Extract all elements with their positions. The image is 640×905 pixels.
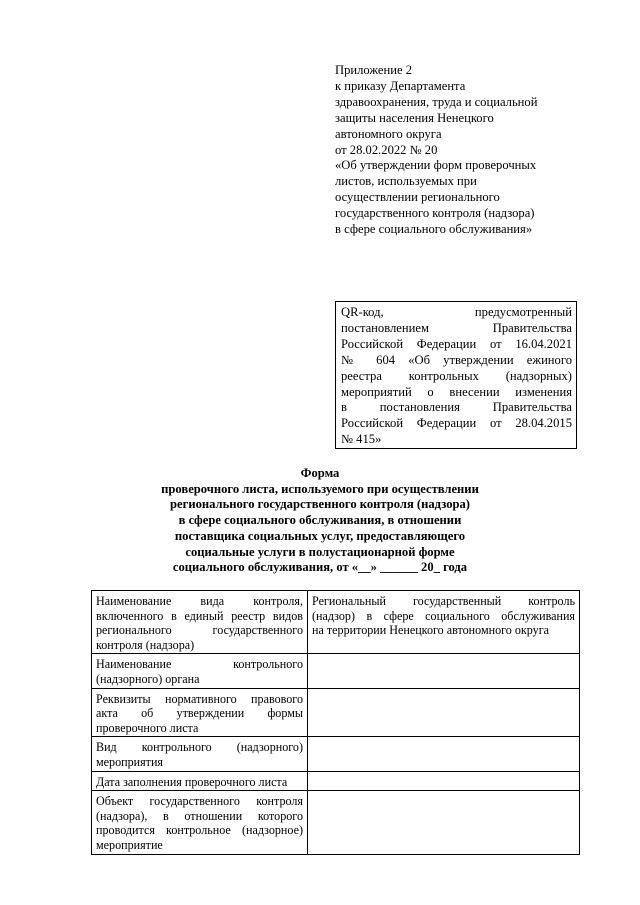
form-title-line: социальные услуги в полустационарной форме xyxy=(185,544,455,559)
qr-code-box xyxy=(335,301,577,449)
cell-line: акта об утверждении формы xyxy=(96,706,303,721)
appendix-line: от 28.02.2022 № 20 xyxy=(335,142,438,157)
row-value-cell[interactable] xyxy=(308,771,580,791)
qr-box-line: № 604 «Об утверждении ежиного xyxy=(341,352,572,367)
cell-line: регионального государственного xyxy=(96,623,303,638)
row-value-cell[interactable] xyxy=(308,791,580,854)
row-label-cell xyxy=(92,591,308,654)
appendix-line: осуществлении регионального xyxy=(335,190,500,205)
appendix-line: защиты населения Ненецкого xyxy=(335,110,494,125)
form-title-line: поставщика социальных услуг, предоставляющего xyxy=(174,528,466,543)
cell-line: Наименование контрольного xyxy=(96,657,303,672)
cell-line: контроля (надзора) xyxy=(96,637,195,652)
cell-line: Объект государственного контроля xyxy=(96,794,303,809)
qr-box-line: мероприятий о внесении изменения xyxy=(341,384,572,399)
qr-box-line: QR-код, предусмотренный xyxy=(341,305,572,319)
appendix-line: автономного округа xyxy=(335,126,442,141)
checklist-info-table xyxy=(91,590,580,855)
appendix-line: «Об утверждении форм проверочных xyxy=(335,158,537,173)
qr-box-line: Российской Федерации от 16.04.2021 xyxy=(341,336,572,351)
form-title-line: Форма xyxy=(300,466,340,480)
row-value-cell[interactable] xyxy=(308,654,580,688)
table-row xyxy=(92,688,580,737)
cell-line: проводится контрольное (надзорное) xyxy=(96,823,303,838)
table-row xyxy=(92,654,580,688)
appendix-line: государственного контроля (надзора) xyxy=(335,206,535,221)
cell-line: проверочного листа xyxy=(96,720,199,735)
row-label-cell xyxy=(92,771,308,791)
cell-line: Региональный государственный контроль xyxy=(312,594,575,608)
form-title-line: социального обслуживания, от «__» ______ 20_ года xyxy=(172,560,468,575)
qr-box-line: реестра контрольных (надзорных) xyxy=(341,368,572,383)
table-row xyxy=(92,737,580,771)
cell-line: включенного в единый реестр видов xyxy=(96,608,303,623)
cell-line: на территории Ненецкого автономного округа xyxy=(312,623,550,638)
cell-line: Реквизиты нормативного правового xyxy=(96,691,303,706)
appendix-line: листов, используемых при xyxy=(335,174,477,189)
appendix-line: в сфере социального обслуживания» xyxy=(335,222,533,237)
appendix-line: здравоохранения, труда и социальной xyxy=(335,94,538,109)
table-row xyxy=(92,791,580,854)
cell-line: мероприятие xyxy=(96,837,163,852)
cell-line: (надзор) в сфере социального обслуживания xyxy=(312,608,575,623)
cell-line: Дата заполнения проверочного листа xyxy=(96,774,288,789)
cell-line: Вид контрольного (надзорного) xyxy=(96,740,303,755)
qr-box-line: № 415» xyxy=(341,432,382,447)
form-title-line: в сфере социального обслуживания, в отношении xyxy=(178,513,462,528)
row-label-cell xyxy=(92,688,308,737)
qr-box-line: постановлением Правительства xyxy=(341,320,572,335)
qr-box-line: в постановления Правительства xyxy=(341,400,572,415)
row-value-cell xyxy=(308,591,580,654)
table-row xyxy=(92,771,580,791)
cell-line: мероприятия xyxy=(96,754,163,769)
row-label-cell xyxy=(92,791,308,854)
row-value-cell[interactable] xyxy=(308,737,580,771)
form-title-line: регионального государственного контроля (надзора) xyxy=(170,497,470,512)
row-label-cell xyxy=(92,737,308,771)
row-label-cell xyxy=(92,654,308,688)
qr-box-line: Российской Федерации от 28.04.2015 xyxy=(341,416,572,431)
cell-line: (надзора), в отношении которого xyxy=(96,808,303,823)
row-value-cell[interactable] xyxy=(308,688,580,737)
form-title xyxy=(150,466,490,576)
appendix-header xyxy=(335,63,570,238)
form-title-line: проверочного листа, используемого при осуществлении xyxy=(161,481,479,496)
appendix-line: к приказу Департамента xyxy=(335,78,466,93)
cell-line: (надзорного) органа xyxy=(96,671,200,686)
appendix-line: Приложение 2 xyxy=(335,63,413,77)
cell-line: Наименование вида контроля, xyxy=(96,594,303,608)
table-row xyxy=(92,591,580,654)
